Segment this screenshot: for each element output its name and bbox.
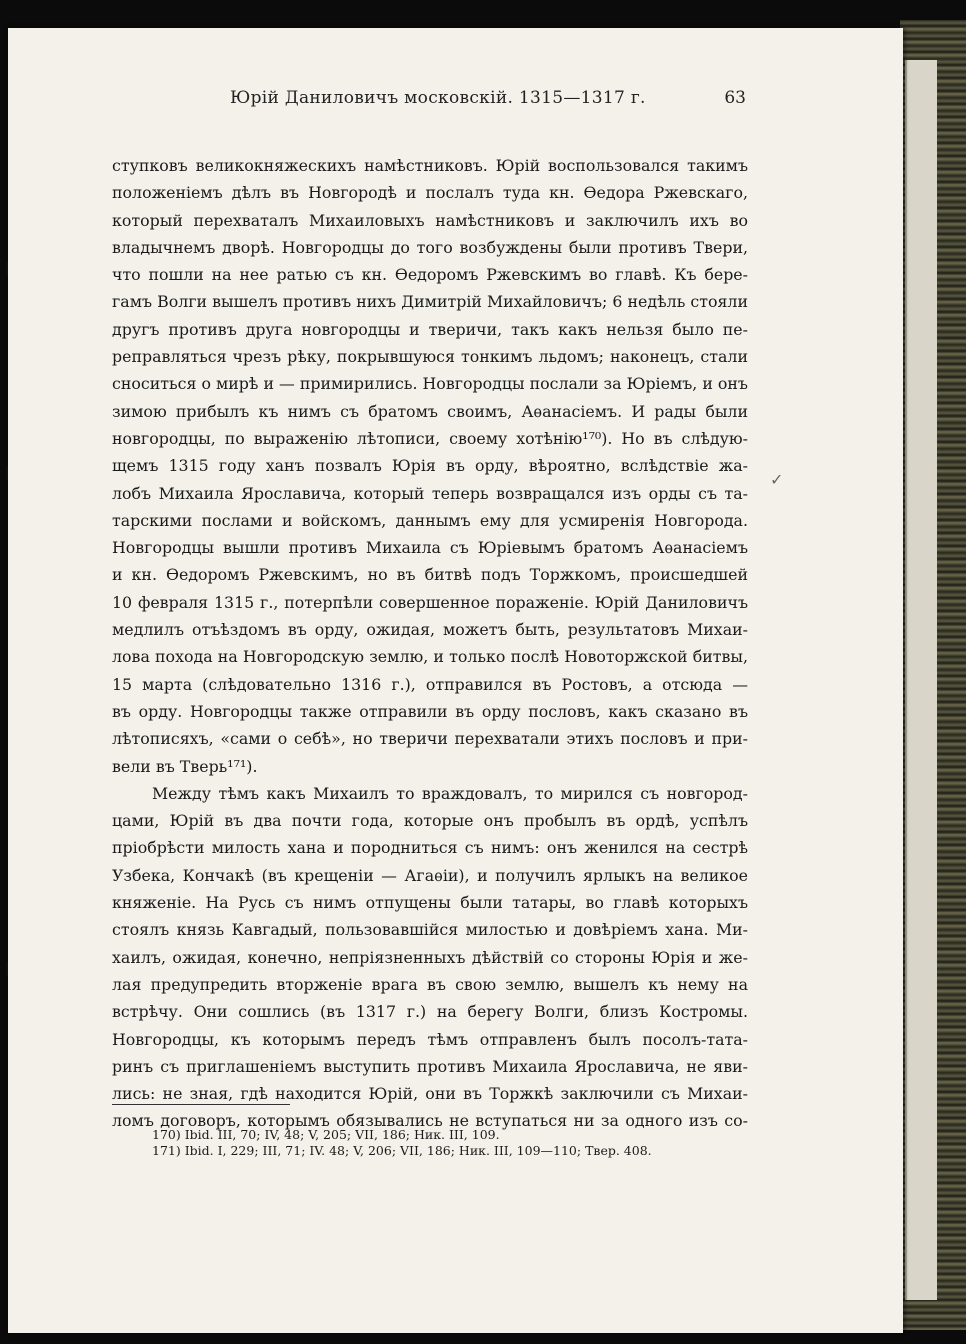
- text-line: гамъ Волги вышелъ противъ нихъ Димитрій Михайловичъ; 6 недѣль стояли: [112, 292, 748, 312]
- text-line: другъ противъ друга новгородцы и тверичи, такъ какъ нельзя было пе-: [112, 319, 748, 339]
- text-line: 10 февраля 1315 г., потерпѣли совершенное пораженіе. Юрій Даниловичъ: [112, 592, 748, 612]
- next-page-edge: [905, 60, 937, 1300]
- text-line: лобъ Михаила Ярославича, который теперь возвращался изъ орды съ та-: [112, 483, 748, 503]
- text-line: Новгородцы вышли противъ Михаила съ Юріевымъ братомъ Аѳанасіемъ: [112, 538, 748, 558]
- text-line: зимою прибылъ къ нимъ съ братомъ своимъ, Аѳанасіемъ. И рады были: [112, 401, 748, 421]
- text-line: владычнемъ дворѣ. Новгородцы до того возбуждены были противъ Твери,: [112, 237, 748, 257]
- text-line: ломъ договоръ, которымъ обязывались не вступаться ни за одного изъ со-: [112, 1111, 748, 1131]
- text-line: Новгородцы, къ которымъ передъ тѣмъ отправленъ былъ посолъ-тата-: [112, 1029, 748, 1049]
- text-line: стоялъ князь Кавгадый, пользовавшійся милостью и довѣріемъ хана. Ми-: [112, 920, 748, 940]
- text-line: сноситься о мирѣ и — примирились. Новгородцы послали за Юріемъ, и онъ: [112, 374, 748, 394]
- text-line: тарскими послами и войскомъ, даннымъ ему для усмиренія Новгорода.: [112, 510, 748, 530]
- text-line: цами, Юрій въ два почти года, которые онъ пробылъ въ ордѣ, успѣлъ: [112, 811, 748, 831]
- text-line: щемъ 1315 году ханъ позвалъ Юрія въ орду, вѣроятно, вслѣдствіе жа-: [112, 456, 748, 476]
- running-head: Юрій Даниловичъ московскій. 1315—1317 г.: [230, 88, 646, 108]
- body-text: [112, 152, 748, 1135]
- text-line: реправляться чрезъ рѣку, покрывшуюся тонкимъ льдомъ; наконецъ, стали: [112, 347, 748, 367]
- text-line: княженіе. На Русь съ нимъ отпущены были татары, во главѣ которыхъ: [112, 893, 748, 913]
- footnote-rule: [112, 1104, 290, 1105]
- footnote: 170) Ibid. III, 70; IV, 48; V, 205; VII, 186; Ник. III, 109.: [152, 1127, 500, 1142]
- text-line: лова похода на Новгородскую землю, и только послѣ Новоторжской битвы,: [112, 647, 748, 667]
- text-line: пріобрѣсти милость хана и породниться съ нимъ: онъ женился на сестрѣ: [112, 838, 748, 858]
- text-line: который перехваталъ Михаиловыхъ намѣстниковъ и заключилъ ихъ во: [112, 210, 748, 230]
- text-line: Узбека, Кончакѣ (въ крещеніи — Агаѳіи), и получилъ ярлыкъ на великое: [112, 865, 748, 885]
- margin-check-mark: ✓: [770, 470, 784, 489]
- text-line: ступковъ великокняжескихъ намѣстниковъ. Юрій воспользовался такимъ: [112, 156, 748, 175]
- text-line: лая предупредить вторженіе врага въ свою землю, вышелъ къ нему на: [112, 974, 748, 994]
- text-line: 15 марта (слѣдовательно 1316 г.), отправился въ Ростовъ, а отсюда —: [112, 674, 748, 694]
- text-line: лись: не зная, гдѣ находится Юрій, они въ Торжкѣ заключили съ Михаи-: [112, 1084, 748, 1104]
- text-line: новгородцы, по выраженію лѣтописи, своему хотѣнію¹⁷⁰). Но въ слѣдую-: [112, 428, 748, 448]
- text-line: вели въ Тверь¹⁷¹).: [112, 756, 258, 776]
- text-line: ринъ съ приглашеніемъ выступить противъ Михаила Ярославича, не яви-: [112, 1056, 748, 1076]
- text-line: лѣтописяхъ, «сами о себѣ», но тверичи перехватали этихъ пословъ и при-: [112, 729, 748, 749]
- text-line: что пошли на нее ратью съ кн. Ѳедоромъ Ржевскимъ во главѣ. Къ бере-: [112, 265, 748, 285]
- footnote: 171) Ibid. I, 229; III, 71; IV. 48; V, 206; VII, 186; Ник. III, 109—110; Твер. 408.: [152, 1143, 652, 1158]
- text-line: хаилъ, ожидая, конечно, непріязненныхъ дѣйствій со стороны Юрія и же-: [112, 947, 748, 967]
- text-line: Между тѣмъ какъ Михаилъ то враждовалъ, то мирился съ новгород-: [152, 783, 748, 803]
- text-line: положеніемъ дѣлъ въ Новгородѣ и послалъ туда кн. Ѳедора Ржевскаго,: [112, 183, 748, 203]
- text-line: медлилъ отъѣздомъ въ орду, ожидая, можетъ быть, результатовъ Михаи-: [112, 620, 748, 640]
- page-number: 63: [724, 88, 746, 108]
- text-line: въ орду. Новгородцы также отправили въ орду пословъ, какъ сказано въ: [112, 701, 748, 721]
- text-line: встрѣчу. Они сошлись (въ 1317 г.) на берегу Волги, близъ Костромы.: [112, 1002, 748, 1022]
- text-line: и кн. Ѳедоромъ Ржевскимъ, но въ битвѣ подъ Торжкомъ, происшедшей: [112, 565, 748, 585]
